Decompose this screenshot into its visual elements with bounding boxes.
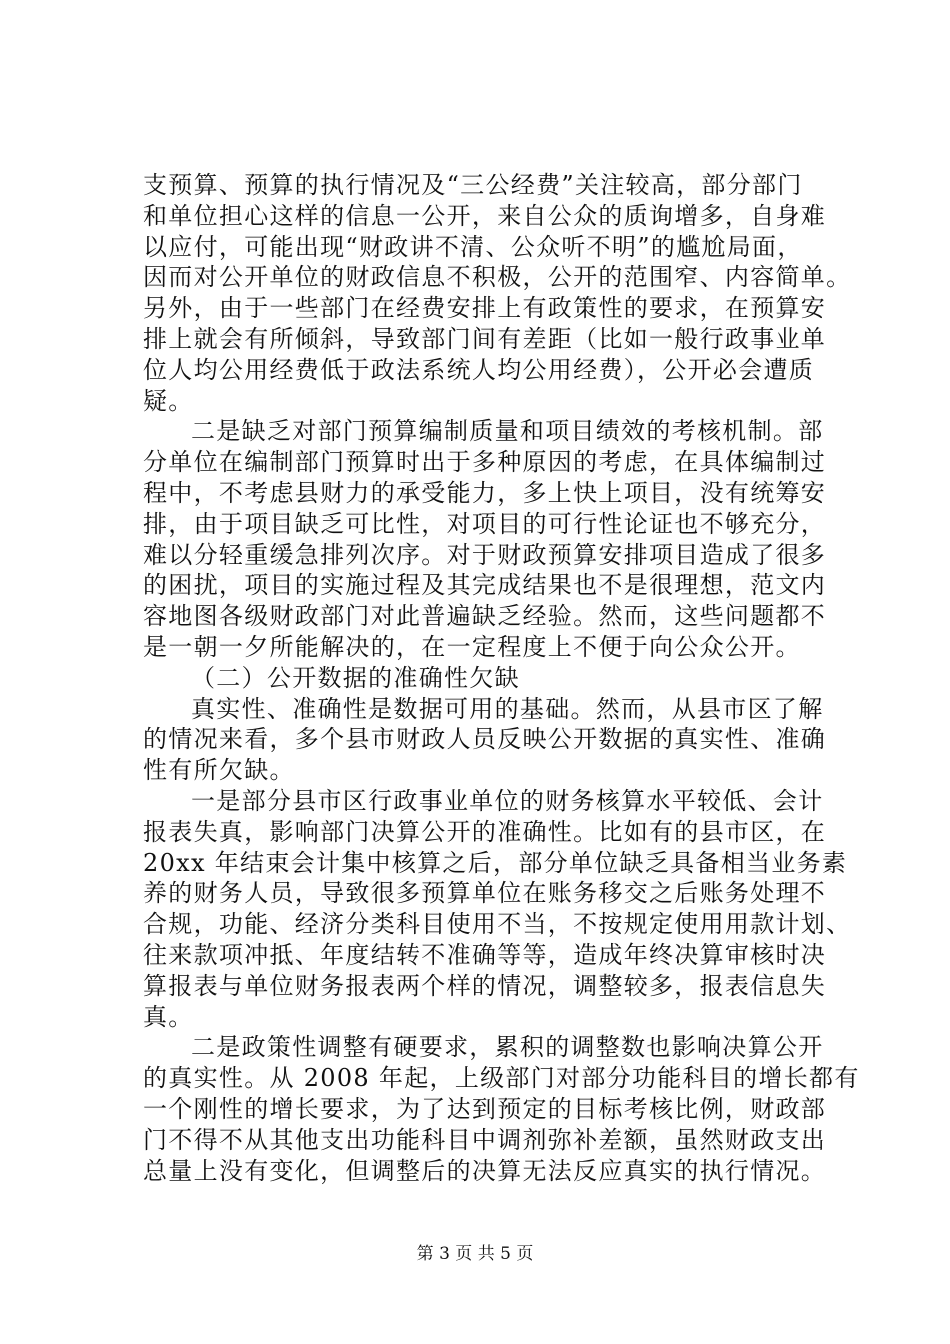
- paragraph-start-line: 二是政策性调整有硬要求，累积的调整数也影响决算公开: [191, 1033, 824, 1062]
- text-line: 的真实性。从 2008 年起，上级部门对部分功能科目的增长都有: [143, 1064, 860, 1093]
- text-line: 是一朝一夕所能解决的，在一定程度上不便于向公众公开。: [143, 632, 801, 661]
- text-line: 和单位担心这样的信息一公开，来自公众的质询增多，自身难: [143, 201, 827, 230]
- text-line: 的情况来看，多个县市财政人员反映公开数据的真实性、准确: [143, 725, 827, 754]
- text-line: 门不得不从其他支出功能科目中调剂弥补差额，虽然财政支出: [143, 1125, 827, 1154]
- text-line: 报表失真，影响部门决算公开的准确性。比如有的县市区，在: [143, 817, 827, 846]
- text-line: 因而对公开单位的财政信息不积极，公开的范围窄、内容简单。: [143, 263, 852, 292]
- text-line: 往来款项冲抵、年度结转不准确等等，造成年终决算审核时决: [143, 940, 827, 969]
- text-line: 20xx 年结束会计集中核算之后，部分单位缺乏具备相当业务素: [143, 848, 848, 877]
- page-number: 第 3 页 共 5 页: [416, 1244, 534, 1264]
- text-line: 排上就会有所倾斜，导致部门间有差距（比如一般行政事业单: [143, 324, 827, 353]
- paragraph-start-line: 二是缺乏对部门预算编制质量和项目绩效的考核机制。部: [191, 417, 824, 446]
- text-line: 另外，由于一些部门在经费安排上有政策性的要求，在预算安: [143, 294, 827, 323]
- document-body: [143, 170, 860, 1186]
- text-line: 性有所欠缺。: [143, 756, 295, 785]
- text-line: 真。: [143, 1002, 194, 1031]
- section-heading: （二）公开数据的准确性欠缺: [191, 663, 520, 692]
- text-line: 算报表与单位财务报表两个样的情况，调整较多，报表信息失: [143, 971, 827, 1000]
- text-line: 以应付，可能出现“财政讲不清、公众听不明”的尴尬局面，: [143, 232, 803, 261]
- text-line: 位人均公用经费低于政法系统人均公用经费），公开必会遭质: [143, 355, 815, 384]
- paragraph-start-line: 一是部分县市区行政事业单位的财务核算水平较低、会计: [191, 786, 824, 815]
- text-line: 容地图各级财政部门对此普遍缺乏经验。然而，这些问题都不: [143, 602, 827, 631]
- text-line: 难以分轻重缓急排列次序。对于财政预算安排项目造成了很多: [143, 540, 827, 569]
- text-line: 总量上没有变化，但调整后的决算无法反应真实的执行情况。: [143, 1156, 827, 1185]
- text-line: 支预算、预算的执行情况及“三公经费”关注较高，部分部门: [143, 171, 803, 199]
- text-line: 排，由于项目缺乏可比性，对项目的可行性论证也不够充分，: [143, 509, 827, 538]
- text-line: 养的财务人员，导致很多预算单位在账务移交之后账务处理不: [143, 879, 827, 908]
- text-line: 一个刚性的增长要求，为了达到预定的目标考核比例，财政部: [143, 1094, 827, 1123]
- text-line: 合规，功能、经济分类科目使用不当，不按规定使用用款计划、: [143, 910, 852, 939]
- text-line: 程中，不考虑县财力的承受能力，多上快上项目，没有统筹安: [143, 478, 827, 507]
- text-line: 的困扰，项目的实施过程及其完成结果也不是很理想，范文内: [143, 571, 827, 600]
- paragraph-start-line: 真实性、准确性是数据可用的基础。然而，从县市区了解: [191, 694, 824, 723]
- text-line: 疑。: [143, 386, 194, 415]
- text-line: 分单位在编制部门预算时出于多种原因的考虑，在具体编制过: [143, 448, 827, 477]
